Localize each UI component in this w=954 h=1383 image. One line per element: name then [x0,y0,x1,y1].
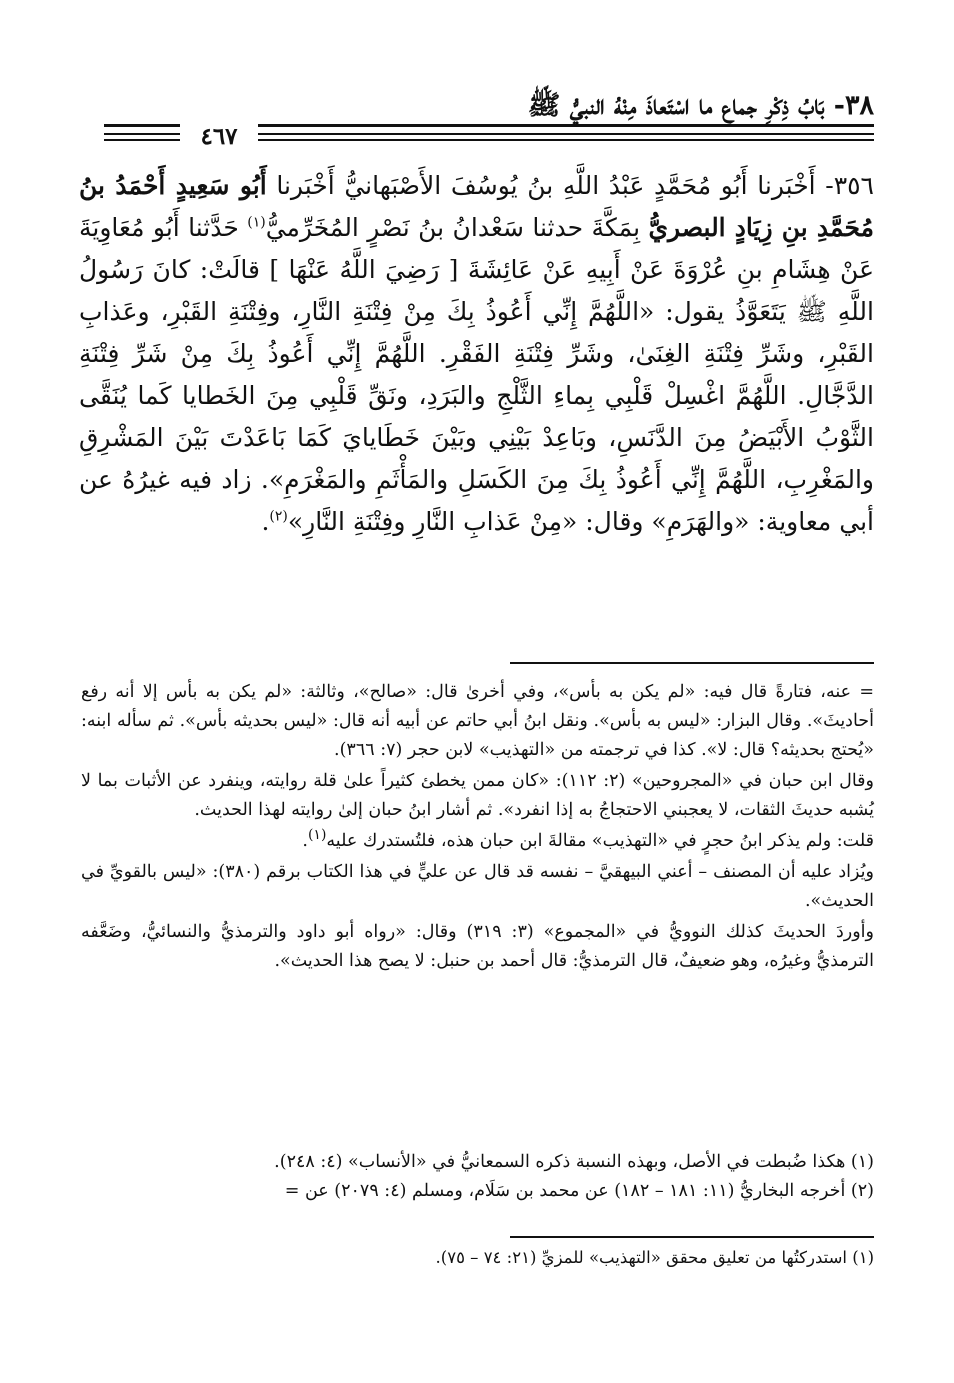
hadith-end: . [261,507,270,536]
header-rule-left-second [104,139,180,141]
page-number: ٤٦٧ [180,122,258,152]
note-paragraph: وقال ابن حبان في «المجروحين» (٢: ١١٢): «كان ممن يخطئ كثيراً علىٰ قلة روايته، وينفرد عن الأثبات بما لا يُشبه حديثَ الثقات، لا يعجبني الاحتجاجُ به إذا انفرد». ثم أشار ابنُ حبان إلىٰ روايته لهذا الحديث. [81,771,875,820]
hadith-text [79,165,874,543]
note-footnote-ref: (١) [307,827,327,844]
note-text: قلت: ولم يذكر ابنُ حجرٍ في «التهذيب» مقالةَ ابن حبان هذه، فلتُستدرك عليه [326,831,874,851]
header-rule-right-second [258,139,874,141]
note-paragraph: وأوردَ الحديثَ كذلك النوويُّ في «المجموع» (٣: ٣١٩) وقال: «رواه أبو داود والترمذيُّ والنسائيُّ، وضَعَّفه الترمذيُّ وغيرُه، وهو ضعيفٌ، قال الترمذيُّ: قال أحمد بن حنبل: لا يصح هذا الحديث». [81,922,874,971]
footnote-1: (١) هكذا ضُبطت في الأصل، وبهذه النسبة ذكره السمعانيُّ في «الأنساب» (٤: ٢٤٨). [274,1152,874,1172]
hadith-chain: بِمَكَّةَ حدثنا سَعْدانُ بنُ نَصْرٍ المُخَرِّميُّ [265,213,649,242]
footnote-2: (٢) أخرجه البخاريُّ (١١: ١٨١ – ١٨٢) عن محمد بن سَلَام، ومسلم (٤: ٢٠٧٩) عن = [284,1181,874,1201]
footnote-separator [510,662,874,664]
note-paragraph: = عنه، فتارةً قال فيه: «لم يكن به بأس»، وفي أخرىٰ قال: «صالح»، وثالثة: «لم يكن به بأس إلا أنه رفع أحاديثَ». وقال البزار: «ليس به بأس». ونقل ابنُ أبي حاتم عن أبيه أنه قال: «ليس بحديثه بأس». ثم سأله ابنه: «يُحتج بحديثه؟ قال: لا». كذا في ترجمته من «التهذيب» لابن حجر (٧: ٣٦٦). [81,682,874,760]
header-rule-right [258,133,874,135]
hadith-paragraph [79,165,874,543]
hadith-intro: ٣٥٦- أَخْبَرنا أَبُو مُحَمَّدٍ عَبْدُ اللَّهِ بنُ يُوسُفَ الأَصْبَهانيُّ أَخْبَرنا [266,171,874,200]
bottom-separator [510,1236,874,1238]
hadith-body: حَدَّثنا أَبُو مُعَاوِيَةَ عَنْ هِشَامِ بنِ عُرْوَةَ عَنْ أَبِيهِ عَنْ عَائِشَةَ [ رَضِيَ اللَّهُ عَنْهَا ] قالَتْ: كانَ رَسُولُ اللَّهِ ﷺ يَتَعَوَّذُ يقول: «اللَّهُمَّ إِنِّي أَعُوذُ بِكَ مِنْ فِتْنَةِ النَّارِ، وفِتْنَةِ القَبْرِ، وعَذابِ القَبْرِ، وشَرِّ فِتْنَةِ الغِنَىٰ، وشَرِّ فِتْنَةِ الفَقْرِ. اللَّهُمَّ إِنِّي أَعُوذُ بِكَ مِنْ شَرِّ فِتْنَةِ الدَّجَّالِ. اللَّهُمَّ اغْسِلْ قَلْبِي بِماءِ الثَّلْجِ والبَرَدِ، ونَقِّ قَلْبِي مِنَ الخَطايا كَما يُنَقَّى الثَّوْبُ الأَبْيَضُ مِنَ الدَّنَسِ، وبَاعِدْ بَيْنِي وبَيْنَ خَطَايايَ كَمَا بَاعَدْتَ بَيْنَ المَشْرِقِ والمَغْرِبِ، اللَّهُمَّ إِنِّي أَعُوذُ بِكَ مِنَ الكَسَلِ والمَأْثَمِ والمَغْرَمِ». زاد فيه غيرُهُ عن أبي معاوية: «والهَرَمِ» وقال: «مِنْ عَذابِ النَّارِ وفِتْنَةِ النَّارِ» [79,213,874,536]
note-paragraph: ويُزاد عليه أن المصنف – أعني البيهقيَّ – نفسه قد قال عن عليٍّ في هذا الكتاب برقم (٣٨٠): «ليس بالقويِّ في الحديث». [81,862,875,911]
commentary-notes [81,678,874,978]
note-paragraph [81,827,874,856]
narrator-name: أَبُو سَعِيدٍ أَحْمَدُ بنُ مُحَمَّدِ بنِ زِيَادٍ البصريُّ [79,171,874,242]
header-rule-left [104,133,180,135]
bottom-footnote: (١) استدركتُها من تعليق محقق «التهذيب» للمزيِّ (٢١: ٧٤ – ٧٥). [435,1248,874,1267]
footnote-ref-1: (١) [247,214,266,231]
footnote-ref-2: (٢) [269,508,288,525]
chapter-title: ٣٨- بَابُ ذِكْرِ جماع ما اسْتَعاذَ مِنْهُ النبيُّ ﷺ [527,90,874,121]
note-end: . [302,831,308,851]
